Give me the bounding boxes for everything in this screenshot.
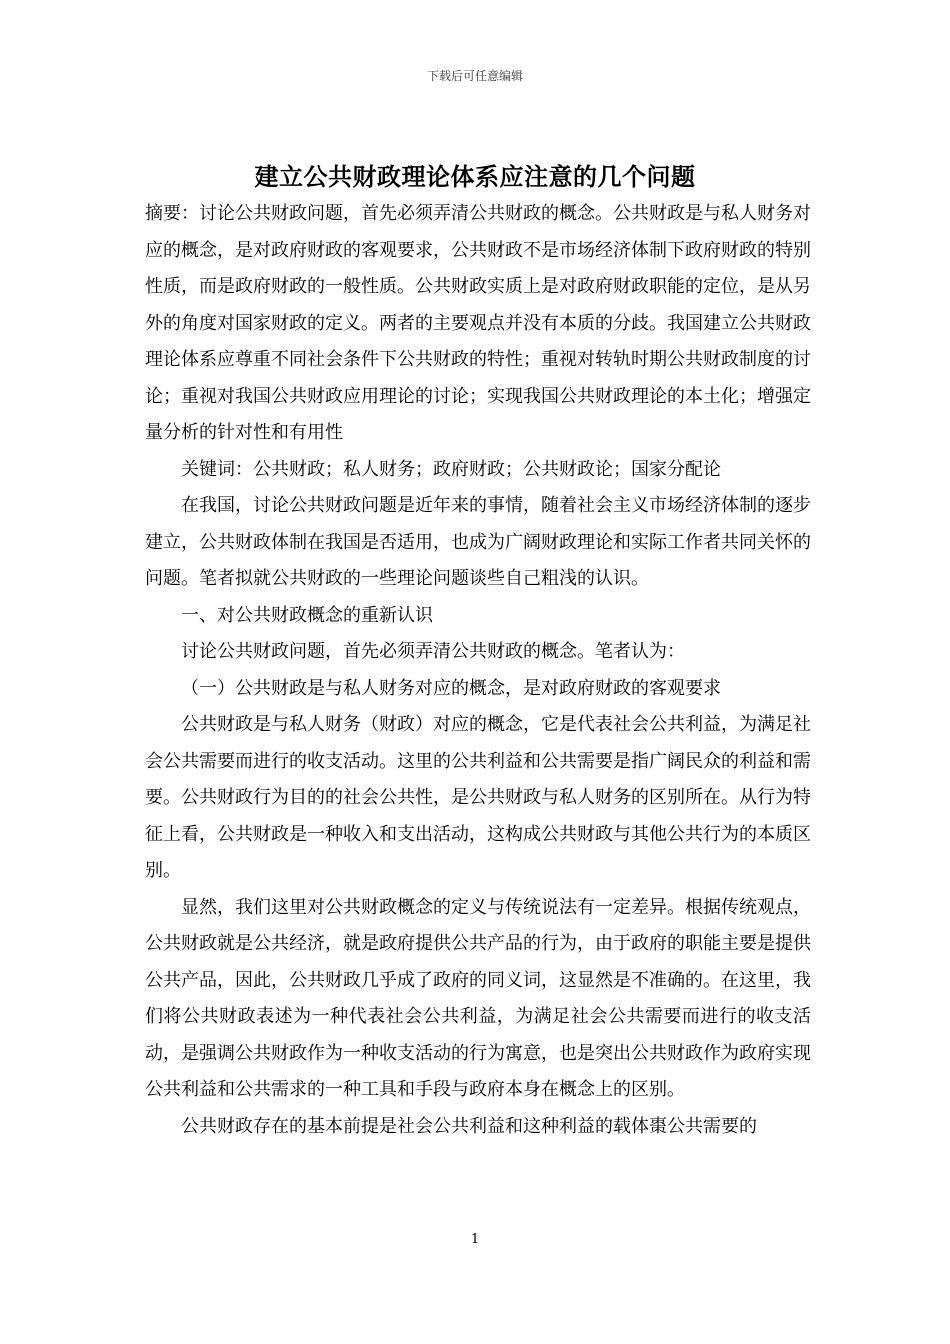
subsection-heading: （一）公共财政是与私人财务对应的概念，是对政府财政的客观要求 xyxy=(181,677,721,699)
intro-paragraph: 在我国，讨论公共财政问题是近年来的事情，随着社会主义市场经济体制的逐步建立，公共财政体制在我国是否适用，也成为广阔财政理论和实际工作者共同关怀的问题。笔者拟就公共财政的一些理论问题谈些自己粗浅的认识。 xyxy=(145,495,811,589)
section-heading: 一、对公共财政概念的重新认识 xyxy=(181,604,433,626)
page-number: 1 xyxy=(470,1232,480,1247)
body-paragraph: 讨论公共财政问题，首先必须弄清公共财政的概念。笔者认为： xyxy=(181,641,685,662)
body-paragraph: 公共财政存在的基本前提是社会公共利益和这种利益的载体棗公共需要的 xyxy=(181,1115,757,1137)
document-body xyxy=(145,196,811,1145)
page-header-note: 下载后可任意编辑 xyxy=(426,69,523,83)
document-title: 建立公共财政理论体系应注意的几个问题 xyxy=(254,162,696,191)
abstract-paragraph: 摘要：讨论公共财政问题，首先必须弄清公共财政的概念。公共财政是与私人财务对应的概念，是对政府财政的客观要求，公共财政不是市场经济体制下政府财政的特别性质，而是政府财政的一般性质。公共财政实质上是对政府财政职能的定位，是从另外的角度对国家财政的定义。两者的主要观点并没有本质的分歧。我国建立公共财政理论体系应尊重不同社会条件下公共财政的特性；重视对转轨时期公共财政制度的讨论；重视对我国公共财政应用理论的讨论；实现我国公共财政理论的本土化；增强定量分析的针对性和有用性 xyxy=(145,203,811,443)
body-paragraph: 公共财政是与私人财务（财政）对应的概念，它是代表社会公共利益，为满足社会公共需要而进行的收支活动。这里的公共利益和公共需要是指广阔民众的利益和需要。公共财政行为目的的社会公共性，是公共财政与私人财务的区别所在。从行为特征上看，公共财政是一种收入和支出活动，这构成公共财政与其他公共行为的本质区别。 xyxy=(145,714,811,881)
keywords-paragraph: 关键词：公共财政；私人财务；政府财政；公共财政论；国家分配论 xyxy=(181,458,721,480)
body-paragraph: 显然，我们这里对公共财政概念的定义与传统说法有一定差异。根据传统观点，公共财政就是公共经济，就是政府提供公共产品的行为，由于政府的职能主要是提供公共产品，因此，公共财政几乎成了政府的同义词，这显然是不准确的。在这里，我们将公共财政表述为一种代表社会公共利益，为满足社会公共需要而进行的收支活动，是强调公共财政作为一种收支活动的行为寓意，也是突出公共财政作为政府实现公共利益和公共需求的一种工具和手段与政府本身在概念上的区别。 xyxy=(145,896,811,1100)
